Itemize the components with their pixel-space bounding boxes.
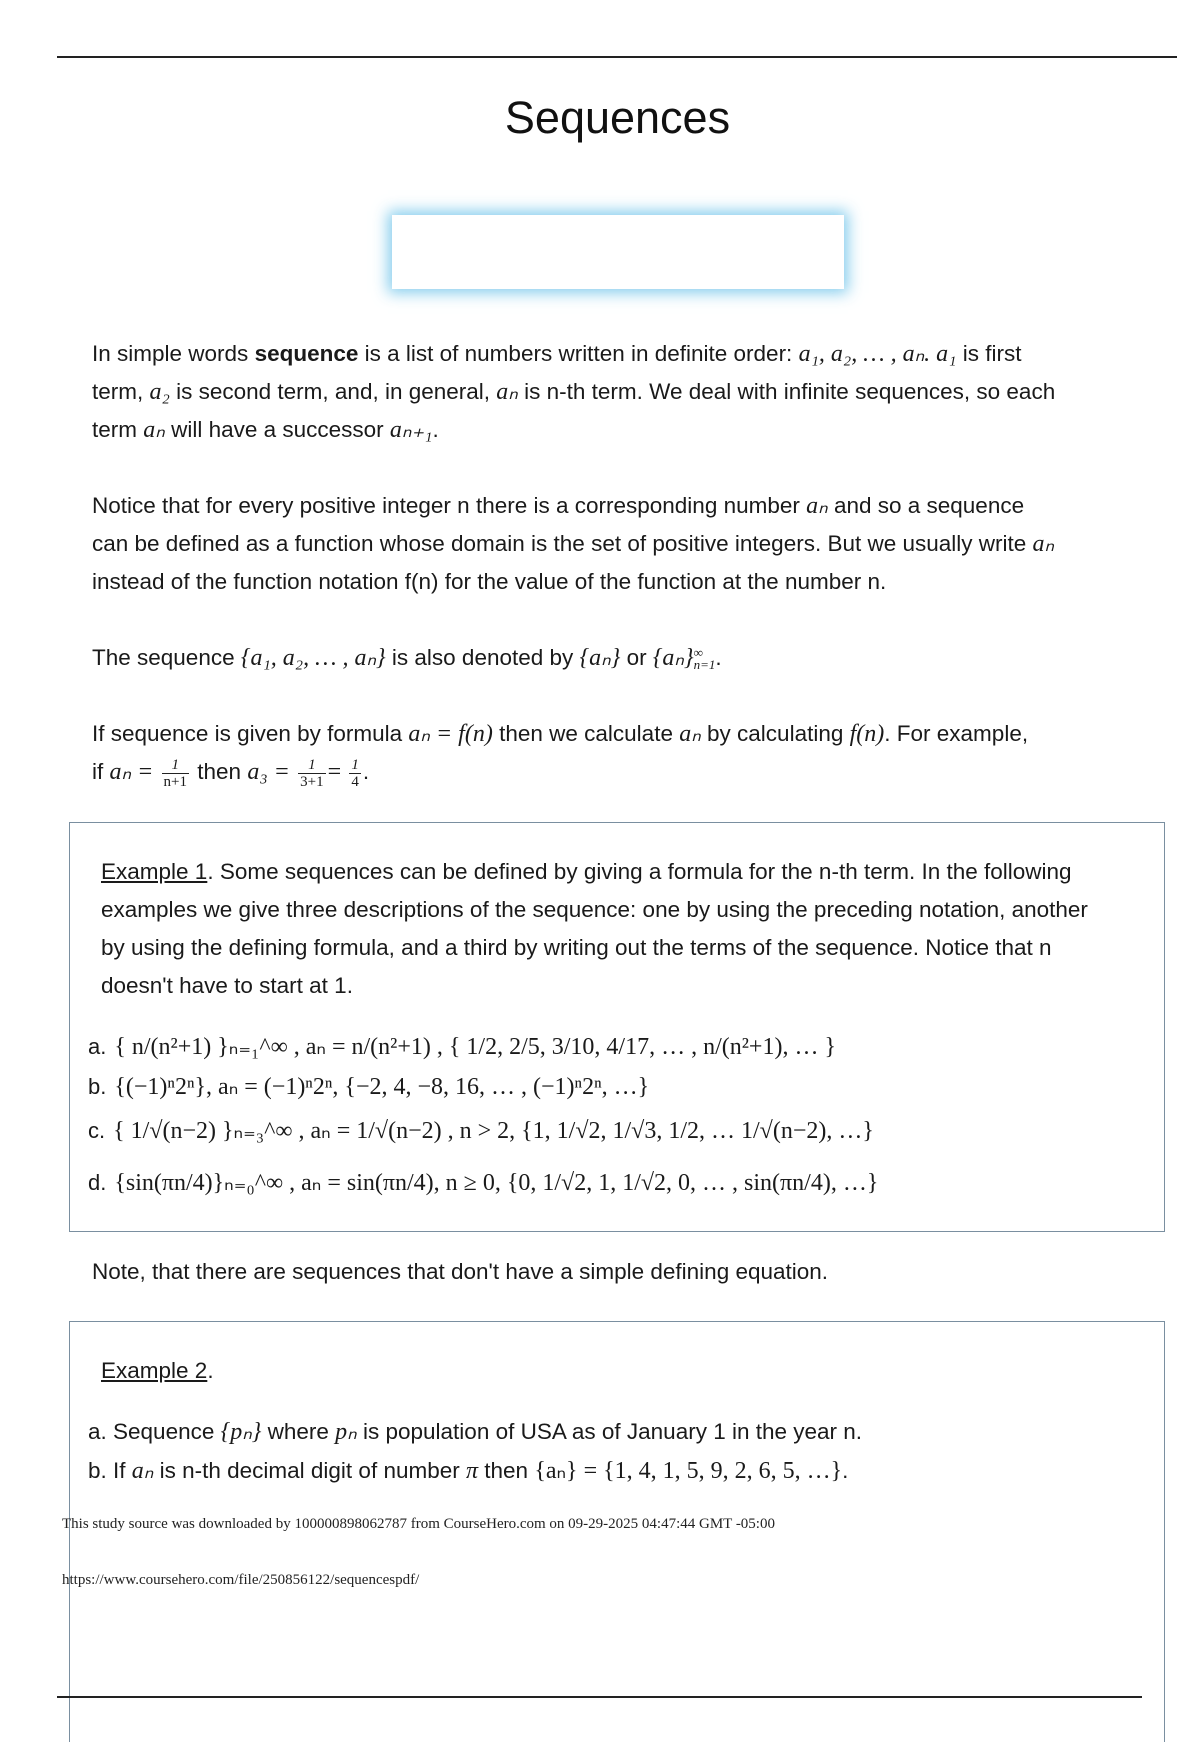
- bottom-rule: [57, 1696, 1142, 1698]
- math-inline: π: [465, 1458, 479, 1484]
- math-inline: a₃ =: [247, 759, 290, 785]
- function-paragraph: Notice that for every positive integer n there is a corresponding number aₙ and so a sequence can be defined as a function whose domain is the set of positive integers. But we usually write aₙ instead of the function notation f(n) for the value of the function at the number n.: [92, 493, 1055, 594]
- math-inline: f(n): [849, 721, 885, 747]
- sequence-term: sequence: [254, 341, 359, 366]
- example-2-label: Example 2: [101, 1358, 208, 1383]
- item-math: {(−1)ⁿ2ⁿ}, aₙ = (−1)ⁿ2ⁿ, {−2, 4, −8, 16, … , (−1)ⁿ2ⁿ, …}: [114, 1074, 650, 1100]
- item-math: { 1/√(n−2) }ₙ₌₃^∞ , aₙ = 1/√(n−2) , n > 2, {1, 1/√2, 1/√3, 1/2, … 1/√(n−2), …}: [113, 1118, 874, 1144]
- example-2-title: Example 2.: [101, 1358, 214, 1383]
- fraction: $\frac{1}{n+1}$: [163, 756, 188, 790]
- item-math: {sin(πn/4)}ₙ₌₀^∞ , aₙ = sin(πn/4), n ≥ 0, {0, 1/√2, 1, 1/√2, 0, … , sin(πn/4), …}: [114, 1170, 879, 1196]
- download-notice: This study source was downloaded by 100000898062787 from CourseHero.com on 09-29-2025 04:47:44 GMT -05:00: [62, 1516, 775, 1532]
- example-1-label: Example 1: [101, 859, 208, 884]
- definition-paragraph: In simple words sequence is a list of numbers written in definite order: a₁, a₂, … , aₙ. a₁ is first term, a₂ is second term, and, in general, aₙ is n-th term. We deal with infinite sequences, so each term aₙ will have a successor aₙ₊₁.: [92, 341, 1056, 443]
- example-1-item: [88, 1032, 836, 1061]
- math-inline: aₙ: [1032, 531, 1055, 557]
- math-inline: a₂: [149, 379, 170, 405]
- math-inline: pₙ: [335, 1419, 357, 1445]
- highlight-box: [392, 215, 844, 289]
- math-inline: {aₙ}: [652, 645, 694, 671]
- math-inline: aₙ₊₁: [389, 417, 433, 443]
- note-paragraph: Note, that there are sequences that don't have a simple defining equation.: [92, 1259, 829, 1284]
- item-letter: c.: [88, 1118, 106, 1143]
- math-inline: aₙ =: [109, 759, 154, 785]
- example-2-item-a: a. Sequence {pₙ} where pₙ is population of USA as of January 1 in the year n.: [88, 1419, 863, 1445]
- math-inline: aₙ = f(n): [408, 721, 493, 747]
- math-inline: aₙ: [496, 379, 518, 405]
- fraction: $\frac{1}{4}$: [351, 756, 359, 790]
- math-inline: {a₁, a₂, … , aₙ}: [240, 645, 386, 671]
- math-inline: {aₙ} = {1, 4, 1, 5, 9, 2, 6, 5, …}: [534, 1458, 843, 1484]
- example-2-item-b: b. If aₙ is n-th decimal digit of number π then {aₙ} = {1, 4, 1, 5, 9, 2, 6, 5, …}.: [88, 1458, 849, 1484]
- example-1-intro: Example 1. Some sequences can be defined by giving a formula for the n-th term. In the following examples we give three descriptions of the sequence: one by using the preceding notation, another by using the defining formula, and a third by writing out the terms of the sequence. Notice that n doesn't have to start at 1.: [101, 859, 1088, 998]
- example-1-item: [88, 1116, 874, 1145]
- fraction: $\frac{1}{3+1}$: [300, 756, 324, 790]
- example-1-item: [88, 1168, 878, 1197]
- top-rule: [57, 56, 1177, 58]
- example-1-item: [88, 1072, 649, 1101]
- formula-paragraph: If sequence is given by formula aₙ = f(n) then we calculate aₙ by calculating f(n). For example, if aₙ = $\frac{1}{n+1}$ then a₃ = $\frac{1}{3+1}$ = $\frac{1}{4}$ .: [92, 721, 1029, 790]
- item-letter: a.: [88, 1034, 107, 1059]
- item-math: { n/(n²+1) }ₙ₌₁^∞ , aₙ = n/(n²+1) , { 1/2, 2/5, 3/10, 4/17, … , n/(n²+1), … }: [114, 1034, 836, 1060]
- source-url[interactable]: https://www.coursehero.com/file/250856122/sequencespdf/: [62, 1572, 420, 1588]
- item-letter: b.: [88, 1074, 107, 1099]
- page-title: Sequences: [504, 92, 731, 143]
- math-inline: aₙ: [806, 493, 828, 519]
- item-letter: d.: [88, 1170, 107, 1195]
- math-inline: {aₙ}: [579, 645, 621, 671]
- math-inline: aₙ: [131, 1458, 154, 1484]
- math-inline: a₁, a₂, … , aₙ. a₁: [798, 341, 957, 367]
- math-inline: aₙ: [143, 417, 165, 443]
- math-inline: {pₙ}: [220, 1419, 262, 1445]
- math-inline: aₙ: [679, 721, 701, 747]
- notation-paragraph: The sequence {a₁, a₂, … , aₙ} is also denoted by {aₙ} or {aₙ} ∞ n=1 .: [92, 645, 722, 673]
